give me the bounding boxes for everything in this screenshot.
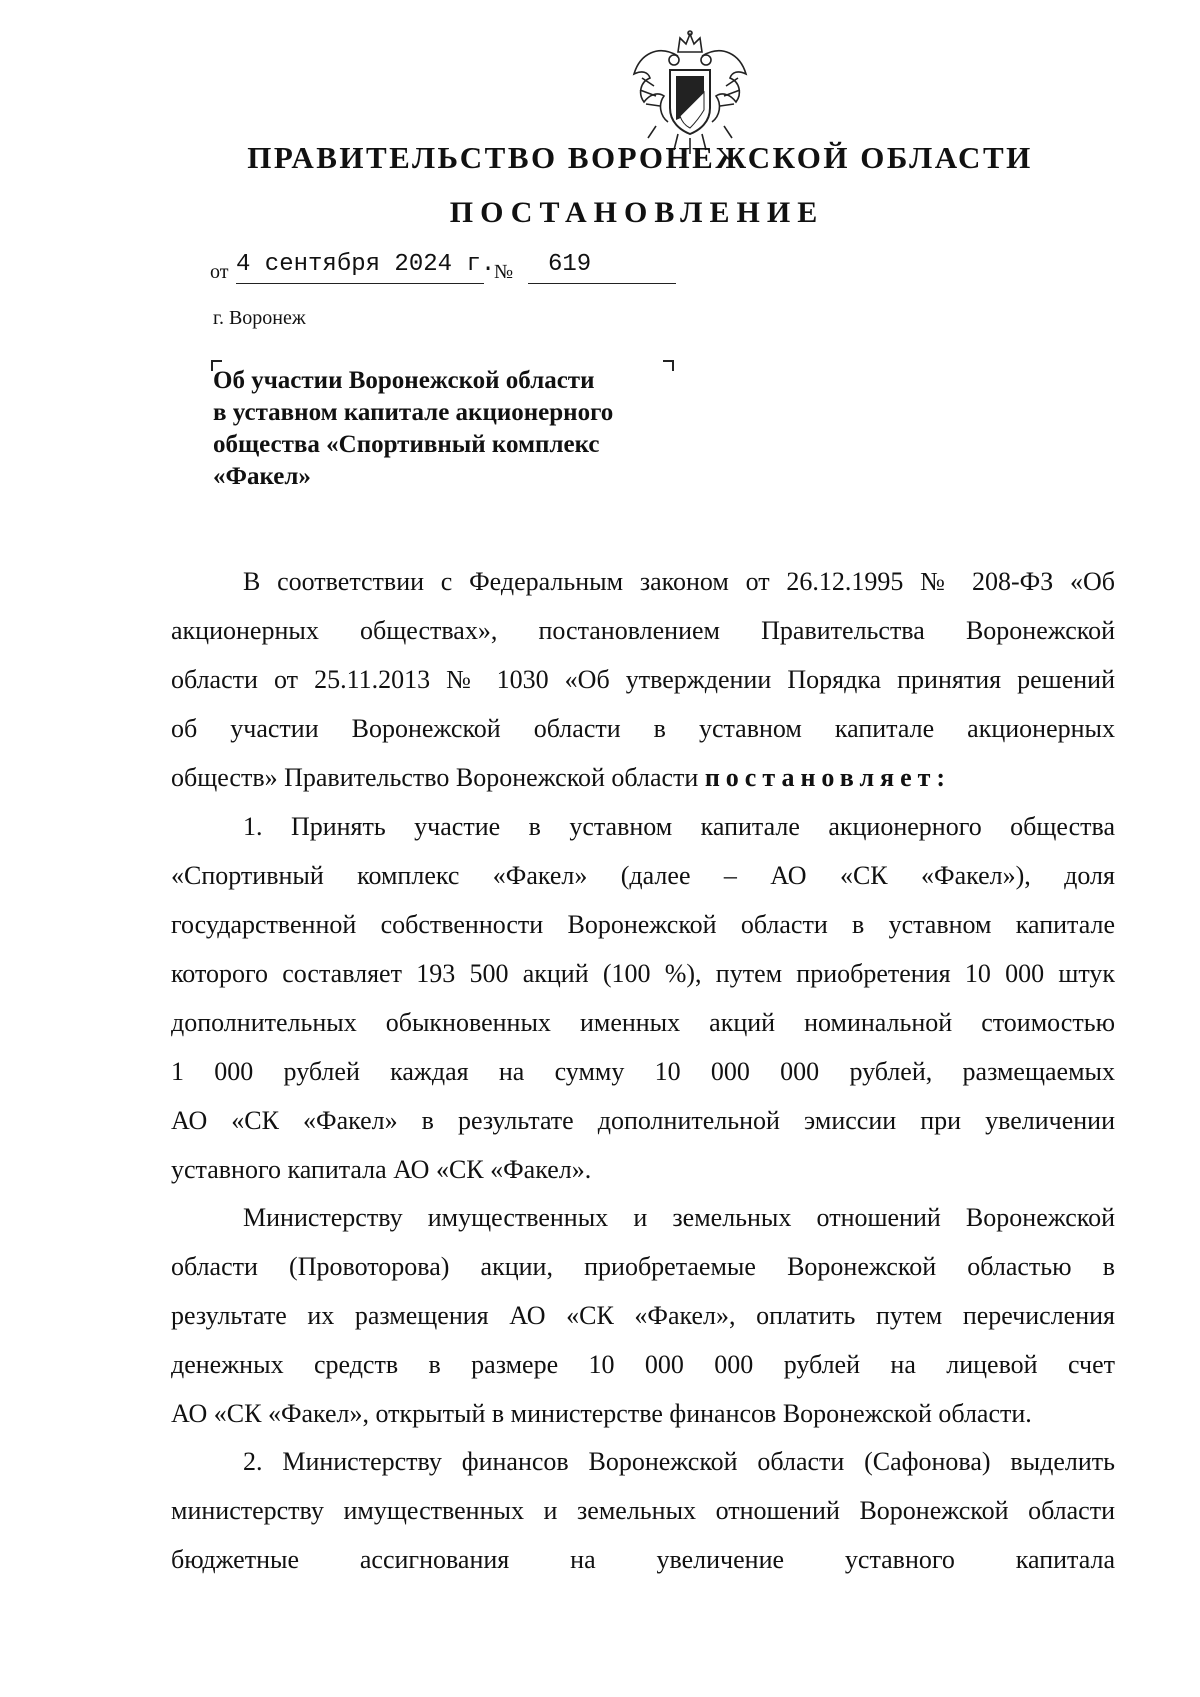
resolves-word: постановляет:: [704, 763, 952, 792]
subject-line: в уставном капитале акционерного: [213, 399, 614, 426]
subject-line: общества «Спортивный комплекс: [213, 431, 600, 458]
text-line: дополнительных обыкновенных именных акций номинальной стоимостью: [171, 1008, 1115, 1037]
ministry-paragraph: [171, 1193, 1115, 1438]
city-label: г. Воронеж: [213, 307, 306, 329]
text-line: бюджетные ассигнования на увеличение уставного капитала: [171, 1545, 1115, 1574]
date-prefix: от: [210, 261, 229, 283]
subject-line: Об участии Воронежской области: [213, 367, 595, 394]
text-line: государственной собственности Воронежской области в уставном капитале: [171, 910, 1115, 939]
text-line: акционерных обществах», постановлением Правительства Воронежской: [171, 616, 1115, 645]
document-number: 619: [548, 251, 592, 278]
item-1-paragraph: [171, 802, 1115, 1194]
document-date: 4 сентября 2024 г.: [236, 251, 496, 278]
text-line: АО «СК «Факел», открытый в министерстве финансов Воронежской области.: [171, 1399, 1032, 1428]
text-line: Министерству имущественных и земельных отношений Воронежской: [243, 1203, 1115, 1232]
date-underline: [236, 283, 484, 284]
text-line: 1 000 рублей каждая на сумму 10 000 000 рублей, размещаемых: [171, 1057, 1115, 1086]
text-line: которого составляет 193 500 акций (100 %), путем приобретения 10 000 штук: [171, 959, 1115, 988]
text-line: [171, 753, 1115, 802]
coat-of-arms-icon: [628, 30, 752, 158]
organization-title: ПРАВИТЕЛЬСТВО ВОРОНЕЖСКОЙ ОБЛАСТИ: [247, 140, 1033, 175]
preamble-last-line: обществ» Правительство Воронежской области: [171, 763, 699, 792]
item-2-paragraph: [171, 1437, 1115, 1584]
text-line: министерству имущественных и земельных отношений Воронежской области: [171, 1496, 1115, 1525]
text-line: «Спортивный комплекс «Факел» (далее – АО «СК «Факел»), доля: [171, 861, 1115, 890]
text-line: денежных средств в размере 10 000 000 рублей на лицевой счет: [171, 1350, 1115, 1379]
text-line: В соответствии с Федеральным законом от 26.12.1995 № 208-ФЗ «Об: [243, 567, 1115, 596]
text-line: АО «СК «Факел» в результате дополнительной эмиссии при увеличении: [171, 1106, 1115, 1135]
text-line: уставного капитала АО «СК «Факел».: [171, 1155, 592, 1184]
text-line: об участии Воронежской области в уставном капитале акционерных: [171, 714, 1115, 743]
preamble-paragraph: [171, 557, 1115, 802]
text-line: 1. Принять участие в уставном капитале акционерного общества: [243, 812, 1115, 841]
subject-line: «Факел»: [213, 463, 311, 490]
text-line: области (Провоторова) акции, приобретаемые Воронежской областью в: [171, 1252, 1115, 1281]
document-subject: [213, 365, 733, 493]
number-underline: [528, 283, 676, 284]
date-number-line: [210, 248, 690, 294]
document-type: ПОСТАНОВЛЕНИЕ: [449, 196, 825, 229]
number-prefix: №: [494, 261, 514, 283]
text-line: области от 25.11.2013 № 1030 «Об утверждении Порядка принятия решений: [171, 665, 1115, 694]
text-line: 2. Министерству финансов Воронежской области (Сафонова) выделить: [243, 1447, 1115, 1476]
text-line: результате их размещения АО «СК «Факел», оплатить путем перечисления: [171, 1301, 1115, 1330]
